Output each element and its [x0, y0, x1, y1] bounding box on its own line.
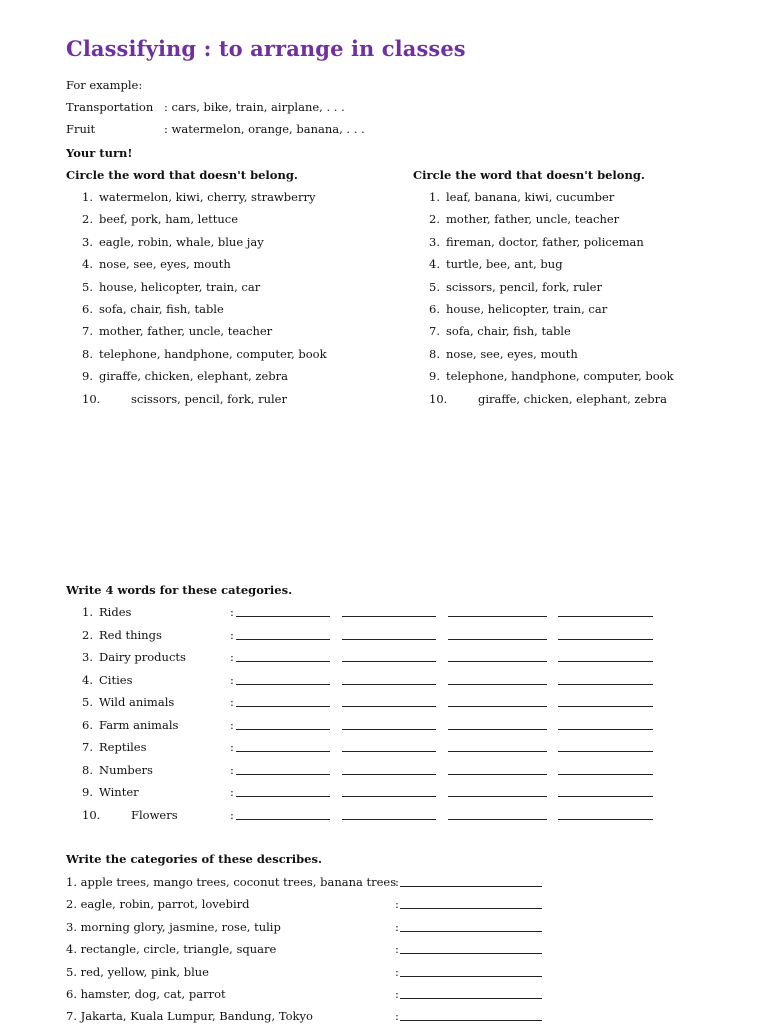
answer-blank[interactable]	[342, 616, 436, 617]
list-item-text: sofa, chair, fish, table	[99, 302, 224, 316]
list-item-text: giraffe, chicken, elephant, zebra	[99, 369, 288, 384]
example-label: Transportation	[66, 100, 154, 114]
category-label: Flowers	[131, 807, 178, 822]
list-item-text: scissors, pencil, fork, ruler	[131, 391, 287, 406]
describe-item: 6. hamster, dog, cat, parrot	[66, 987, 226, 1001]
category-number: 1.	[82, 605, 93, 619]
list-item-text: fireman, doctor, father, policeman	[446, 234, 644, 249]
answer-blank[interactable]	[236, 751, 330, 752]
category-number: 6.	[82, 717, 93, 732]
answer-blank[interactable]	[448, 684, 547, 685]
answer-blank[interactable]	[558, 729, 653, 730]
answer-blank[interactable]	[236, 639, 330, 640]
describe-colon: :	[395, 1009, 399, 1024]
list-item-text: telephone, handphone, computer, book	[446, 369, 674, 384]
answer-blank[interactable]	[342, 796, 436, 797]
example-value: : watermelon, orange, banana, . . .	[164, 122, 365, 136]
describe-item: 7. Jakarta, Kuala Lumpur, Bandung, Tokyo	[66, 1009, 313, 1024]
list-item-text: scissors, pencil, fork, ruler	[446, 279, 602, 294]
answer-blank[interactable]	[236, 796, 330, 797]
describe-item: 3. morning glory, jasmine, rose, tulip	[66, 919, 281, 934]
category-colon: :	[230, 717, 234, 732]
category-colon: :	[230, 740, 234, 754]
answer-blank[interactable]	[342, 774, 436, 775]
list-item-text: house, helicopter, train, car	[99, 279, 261, 294]
describe-colon: :	[395, 942, 399, 957]
answer-blank[interactable]	[558, 706, 653, 707]
answer-blank[interactable]	[236, 706, 330, 707]
list-item-number: 5.	[82, 279, 93, 294]
page-title: Classifying : to arrange in classes	[66, 36, 466, 61]
category-label: Numbers	[99, 762, 153, 777]
example-value: : cars, bike, train, airplane, . . .	[164, 100, 345, 114]
list-item-text: leaf, banana, kiwi, cucumber	[446, 190, 615, 204]
answer-blank[interactable]	[448, 751, 547, 752]
list-item-number: 6.	[82, 302, 93, 316]
circle-right-heading: Circle the word that doesn't belong.	[413, 168, 645, 182]
list-item-number: 2.	[82, 212, 93, 227]
answer-blank[interactable]	[448, 639, 547, 640]
describe-colon: :	[395, 897, 399, 912]
describe-colon: :	[395, 964, 399, 979]
list-item-number: 10.	[82, 391, 101, 406]
category-colon: :	[230, 807, 234, 822]
describe-item: 4. rectangle, circle, triangle, square	[66, 942, 277, 957]
describe-item: 5. red, yellow, pink, blue	[66, 964, 209, 979]
list-item-text: nose, see, eyes, mouth	[99, 257, 231, 272]
answer-blank[interactable]	[236, 729, 330, 730]
categories-heading: Write 4 words for these categories.	[66, 583, 293, 597]
category-colon: :	[230, 785, 234, 799]
category-colon: :	[230, 695, 234, 709]
list-item-number: 5.	[429, 279, 440, 294]
answer-blank[interactable]	[236, 774, 330, 775]
example-intro: For example:	[66, 78, 143, 92]
answer-blank[interactable]	[558, 751, 653, 752]
describe-colon: :	[395, 919, 399, 934]
answer-blank[interactable]	[400, 976, 542, 977]
list-item-number: 1.	[429, 190, 440, 204]
answer-blank[interactable]	[342, 661, 436, 662]
answer-blank[interactable]	[448, 661, 547, 662]
list-item-number: 3.	[429, 234, 440, 249]
category-label: Red things	[99, 627, 162, 642]
list-item-number: 9.	[82, 369, 93, 384]
category-label: Dairy products	[99, 650, 186, 664]
answer-blank[interactable]	[400, 908, 542, 909]
answer-blank[interactable]	[448, 706, 547, 707]
answer-blank[interactable]	[342, 819, 436, 820]
answer-blank[interactable]	[400, 931, 542, 932]
category-number: 8.	[82, 762, 93, 777]
describe-colon: :	[395, 987, 399, 1001]
list-item-text: mother, father, uncle, teacher	[446, 212, 620, 227]
category-label: Wild animals	[99, 695, 175, 709]
category-label: Reptiles	[99, 740, 147, 754]
category-number: 10.	[82, 807, 101, 822]
answer-blank[interactable]	[448, 616, 547, 617]
describe-colon: :	[395, 875, 399, 889]
answer-blank[interactable]	[558, 684, 653, 685]
answer-blank[interactable]	[400, 886, 542, 887]
describes-heading: Write the categories of these describes.	[66, 852, 322, 866]
answer-blank[interactable]	[236, 684, 330, 685]
answer-blank[interactable]	[236, 661, 330, 662]
answer-blank[interactable]	[342, 639, 436, 640]
answer-blank[interactable]	[342, 706, 436, 707]
describe-item: 1. apple trees, mango trees, coconut trees, banana trees	[66, 875, 397, 889]
describe-item: 2. eagle, robin, parrot, lovebird	[66, 897, 250, 912]
list-item-text: turtle, bee, ant, bug	[446, 257, 563, 272]
answer-blank[interactable]	[558, 796, 653, 797]
list-item-number: 10.	[429, 391, 448, 406]
answer-blank[interactable]	[558, 819, 653, 820]
category-colon: :	[230, 605, 234, 619]
list-item-number: 8.	[429, 346, 440, 361]
list-item-number: 7.	[82, 324, 93, 339]
your-turn-heading: Your turn!	[66, 146, 133, 160]
category-label: Rides	[99, 605, 132, 619]
list-item-number: 7.	[429, 324, 440, 339]
list-item-number: 8.	[82, 346, 93, 361]
category-number: 9.	[82, 785, 93, 799]
list-item-number: 2.	[429, 212, 440, 227]
answer-blank[interactable]	[558, 616, 653, 617]
answer-blank[interactable]	[558, 661, 653, 662]
category-label: Winter	[99, 785, 139, 799]
answer-blank[interactable]	[236, 616, 330, 617]
category-colon: :	[230, 762, 234, 777]
category-number: 3.	[82, 650, 93, 664]
list-item-number: 1.	[82, 190, 93, 204]
category-number: 4.	[82, 672, 93, 687]
answer-blank[interactable]	[342, 751, 436, 752]
list-item-number: 6.	[429, 302, 440, 316]
answer-blank[interactable]	[448, 774, 547, 775]
category-label: Cities	[99, 672, 133, 687]
category-colon: :	[230, 627, 234, 642]
answer-blank[interactable]	[342, 684, 436, 685]
list-item-text: mother, father, uncle, teacher	[99, 324, 273, 339]
answer-blank[interactable]	[558, 774, 653, 775]
list-item-text: house, helicopter, train, car	[446, 302, 608, 316]
category-label: Farm animals	[99, 717, 179, 732]
list-item-text: telephone, handphone, computer, book	[99, 346, 327, 361]
list-item-text: beef, pork, ham, lettuce	[99, 212, 239, 227]
answer-blank[interactable]	[448, 729, 547, 730]
list-item-text: sofa, chair, fish, table	[446, 324, 571, 339]
category-colon: :	[230, 650, 234, 664]
answer-blank[interactable]	[400, 953, 542, 954]
answer-blank[interactable]	[448, 796, 547, 797]
list-item-text: eagle, robin, whale, blue jay	[99, 234, 264, 249]
list-item-number: 3.	[82, 234, 93, 249]
category-number: 2.	[82, 627, 93, 642]
answer-blank[interactable]	[400, 1020, 542, 1021]
answer-blank[interactable]	[448, 819, 547, 820]
answer-blank[interactable]	[236, 819, 330, 820]
list-item-number: 9.	[429, 369, 440, 384]
answer-blank[interactable]	[558, 639, 653, 640]
example-label: Fruit	[66, 122, 96, 136]
category-number: 7.	[82, 740, 93, 754]
list-item-number: 4.	[82, 257, 93, 272]
answer-blank[interactable]	[342, 729, 436, 730]
list-item-text: giraffe, chicken, elephant, zebra	[478, 391, 667, 406]
list-item-text: watermelon, kiwi, cherry, strawberry	[99, 190, 316, 204]
circle-left-heading: Circle the word that doesn't belong.	[66, 168, 298, 182]
category-number: 5.	[82, 695, 93, 709]
answer-blank[interactable]	[400, 998, 542, 999]
list-item-text: nose, see, eyes, mouth	[446, 346, 578, 361]
category-colon: :	[230, 672, 234, 687]
list-item-number: 4.	[429, 257, 440, 272]
